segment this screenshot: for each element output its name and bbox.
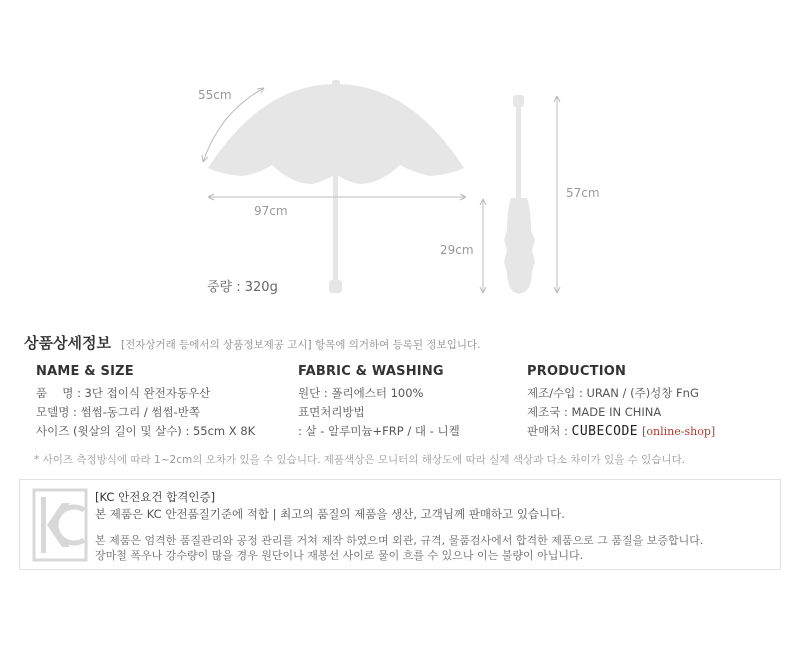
kc-line-1: 본 제품은 KC 안전품질기준에 적합 | 최고의 품질의 제품을 생산, 고객님께 판매하고 있습니다. [95, 507, 565, 521]
kc-text-block [95, 489, 703, 562]
kc-logo-icon [32, 488, 88, 562]
online-shop-tag: [online-shop] [642, 425, 716, 438]
seller-line [527, 423, 715, 442]
kc-line-3: 장마철 폭우나 강수량이 많을 경우 원단이나 재봉선 사이로 물이 흐를 수 있으나 이는 불량이 아닙니다. [95, 549, 584, 562]
weight-label: 중량 : 320g [207, 280, 278, 295]
spec-line: 원단 : 폴리에스터 100% [298, 386, 424, 400]
spec-line: 표면처리방법 [298, 405, 365, 419]
folded-umbrella-shaft [516, 106, 521, 198]
fabric-washing-heading: FABRIC & WASHING [298, 364, 444, 379]
kc-certification-box [19, 479, 781, 570]
spec-line: 사이즈 (윗살의 길이 및 살수) : 55cm X 8K [36, 424, 256, 438]
open-umbrella-handle [329, 280, 342, 293]
folded-length-label: 29cm [440, 243, 474, 257]
folded-umbrella-cap [513, 95, 524, 107]
open-umbrella-shaft [333, 174, 338, 282]
spec-line: 제조/수입 : URAN / (주)성창 FnG [527, 386, 699, 400]
section-note: [전자상거래 등에서의 상품정보제공 고시] 항목에 의거하여 등록된 정보입니다. [121, 339, 481, 351]
rib-length-label: 55cm [198, 88, 232, 102]
spec-line: 제조국 : MADE IN CHINA [527, 405, 662, 419]
section-title: 상품상세정보 [24, 334, 111, 352]
name-size-heading: NAME & SIZE [36, 364, 134, 379]
folded-umbrella-body [504, 198, 535, 294]
kc-line-2: 본 제품은 엄격한 품질관리와 공정 관리를 거쳐 제작 하였으며 외관, 규격, 물품검사에서 합격한 제품으로 그 품질을 보증합니다. [95, 534, 704, 547]
umbrella-diagram [0, 0, 800, 320]
production-column [527, 364, 715, 442]
open-height-label: 57cm [566, 186, 600, 200]
spec-line: 모델명 : 썸썸-동그리 / 썸썸-반쪽 [36, 405, 200, 419]
umbrella-illustration [0, 0, 800, 320]
seller-label: 판매처 : [527, 424, 572, 438]
kc-title: [KC 안전요건 합격인증] [95, 490, 216, 504]
spec-line: : 살 - 알루미늄+FRP / 대 - 니켈 [298, 424, 460, 438]
fabric-washing-column [298, 364, 460, 442]
name-size-column [36, 364, 255, 442]
size-disclaimer: * 사이즈 측정방식에 따라 1~2cm의 오차가 있을 수 있습니다. 제품색상은 모니터의 해상도에 따라 실제 색상과 다소 차이가 있을 수 있습니다. [34, 454, 686, 466]
production-heading: PRODUCTION [527, 364, 627, 379]
brand-name: CUBECODE [571, 424, 639, 439]
canopy-width-label: 97cm [254, 204, 288, 218]
canopy-tip [332, 80, 340, 86]
spec-line: 품 명 : 3단 접이식 완전자동우산 [36, 386, 211, 400]
